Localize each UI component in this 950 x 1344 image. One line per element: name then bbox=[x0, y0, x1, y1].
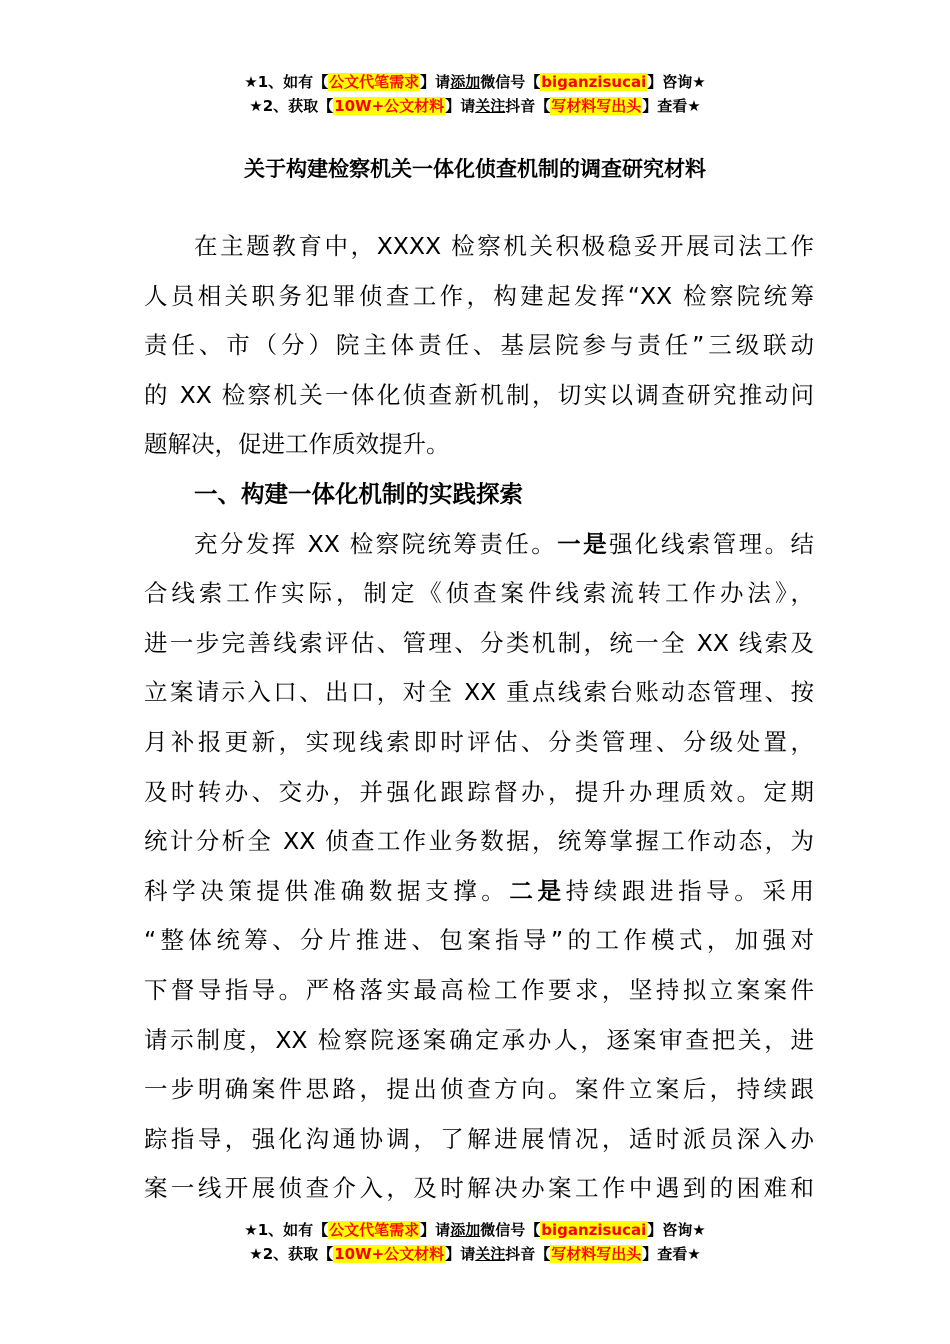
section-heading-text: 一、构建一体化机制的实践探索 bbox=[194, 479, 523, 508]
paragraph-text: 充分发挥 XX 检察院统筹责任。 bbox=[194, 529, 558, 558]
paragraph-line: 下督导指导。严格落实最高检工作要求，坚持拟立案案件 bbox=[144, 975, 814, 1004]
banner-highlight: 10W+公文材料 bbox=[334, 1245, 445, 1263]
paragraph-line: 题解决，促进工作质效提升。 bbox=[144, 430, 450, 459]
banner-text: 抖音【 bbox=[505, 1245, 551, 1263]
banner-text: 】请 bbox=[445, 97, 476, 115]
paragraph-line: 人员相关职务犯罪侦查工作，构建起发挥“XX 检察院统筹 bbox=[144, 281, 814, 310]
paragraph-line: 责任、市（分）院主体责任、基层院参与责任”三级联动 bbox=[144, 331, 814, 360]
section-heading bbox=[144, 470, 814, 520]
paragraph-line: 一步明确案件思路，提出侦查方向。案件立案后，持续跟 bbox=[144, 1075, 814, 1104]
banner-highlight: biganzisucai bbox=[541, 1221, 647, 1239]
banner-highlight: 公文代笔需求 bbox=[329, 1221, 420, 1239]
paragraph-line: 在主题教育中，XXXX 检察机关积极稳妥开展司法工作 bbox=[194, 232, 814, 260]
paragraph-line: 踪指导，强化沟通协调，了解进展情况，适时派员深入办 bbox=[144, 1124, 814, 1153]
banner-text: 微信号【 bbox=[480, 1221, 541, 1239]
banner-highlight: 10W+公文材料 bbox=[334, 97, 445, 115]
banner-text: ★1、如有【 bbox=[244, 73, 329, 91]
banner-text: 】咨询★ bbox=[647, 1221, 706, 1239]
banner-text: 】咨询★ bbox=[647, 73, 706, 91]
banner-text: ★2、获取【 bbox=[249, 1245, 334, 1263]
banner-line-2 bbox=[0, 94, 950, 118]
paragraph-line: 案一线开展侦查介入，及时解决办案工作中遇到的困难和 bbox=[144, 1174, 814, 1203]
bold-marker: 一是 bbox=[557, 529, 609, 558]
banner-underlined: 添加 bbox=[450, 1221, 481, 1239]
paragraph-line: 统计分析全 XX 侦查工作业务数据，统筹掌握工作动态，为 bbox=[144, 827, 814, 856]
banner-highlight: 写材料写出头 bbox=[551, 97, 642, 115]
paragraph-line: 的 XX 检察机关一体化侦查新机制，切实以调查研究推动问 bbox=[144, 380, 814, 409]
banner-highlight: 公文代笔需求 bbox=[329, 73, 420, 91]
paragraph-text: 持续跟进指导。采用 bbox=[565, 876, 814, 905]
banner-underlined: 关注 bbox=[475, 1245, 506, 1263]
paragraph-text: 科学决策提供准确数据支撑。 bbox=[144, 876, 510, 905]
banner-line-1 bbox=[0, 70, 950, 94]
banner-line-2 bbox=[0, 1242, 950, 1266]
paragraph-line bbox=[144, 867, 814, 917]
paragraph-line: 请示制度，XX 检察院逐案确定承办人，逐案审查把关，进 bbox=[144, 1025, 814, 1054]
banner-text: 】查看★ bbox=[642, 97, 701, 115]
paragraph-line: 进一步完善线索评估、管理、分类机制，统一全 XX 线索及 bbox=[144, 628, 814, 657]
banner-text: 】请 bbox=[445, 1245, 476, 1263]
document-body bbox=[144, 222, 814, 1214]
paragraph-line bbox=[144, 520, 814, 570]
header-banner bbox=[0, 70, 950, 118]
banner-underlined: 关注 bbox=[475, 97, 506, 115]
banner-text: 抖音【 bbox=[505, 97, 551, 115]
paragraph-line: 及时转办、交办，并强化跟踪督办，提升办理质效。定期 bbox=[144, 777, 814, 806]
banner-line-1 bbox=[0, 1218, 950, 1242]
banner-text: 】请 bbox=[420, 73, 451, 91]
paragraph-text: 强化线索管理。结 bbox=[609, 529, 814, 558]
banner-text: 】请 bbox=[420, 1221, 451, 1239]
banner-text: 】查看★ bbox=[642, 1245, 701, 1263]
banner-highlight: 写材料写出头 bbox=[551, 1245, 642, 1263]
paragraph-line: 立案请示入口、出口，对全 XX 重点线索台账动态管理、按 bbox=[144, 678, 814, 707]
footer-banner bbox=[0, 1218, 950, 1266]
bold-marker: 二是 bbox=[509, 876, 566, 905]
banner-text: ★1、如有【 bbox=[244, 1221, 329, 1239]
paragraph-line: 合线索工作实际，制定《侦查案件线索流转工作办法》， bbox=[144, 579, 814, 608]
banner-underlined: 添加 bbox=[450, 73, 481, 91]
document-title: 关于构建检察机关一体化侦查机制的调查研究材料 bbox=[244, 157, 706, 181]
banner-highlight: biganzisucai bbox=[541, 73, 647, 91]
banner-text: ★2、获取【 bbox=[249, 97, 334, 115]
banner-text: 微信号【 bbox=[480, 73, 541, 91]
paragraph-line: 月补报更新，实现线索即时评估、分类管理、分级处置， bbox=[144, 727, 814, 756]
paragraph-line: “整体统筹、分片推进、包案指导”的工作模式，加强对 bbox=[144, 926, 814, 955]
